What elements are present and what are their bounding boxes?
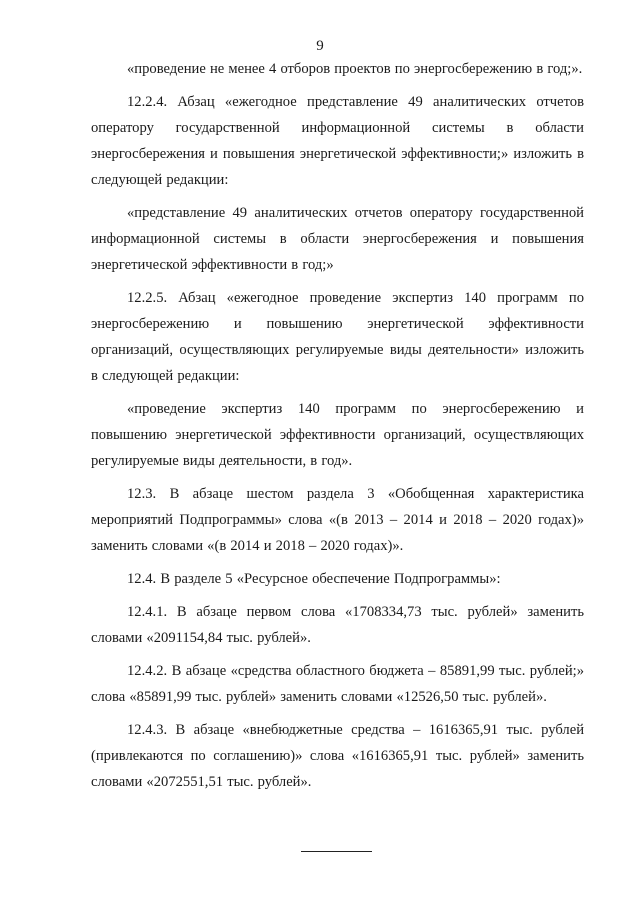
- footer-divider: [301, 851, 372, 852]
- paragraph-quote-expertise: «проведение экспертиз 140 программ по энергосбережению и повышению энергетической эффективности организаций, осуществляющих регулируемые виды деятельности, в год».: [91, 401, 584, 469]
- document-body: [91, 56, 584, 802]
- page-number: 9: [316, 38, 324, 54]
- paragraph-12-4-1: 12.4.1. В абзаце первом слова «1708334,73 тыс. рублей» заменить словами «2091154,84 тыс. рублей».: [91, 604, 584, 646]
- paragraph-12-4-3: 12.4.3. В абзаце «внебюджетные средства – 1616365,91 тыс. рублей (привлекаются по соглашению)» слова «1616365,91 тыс. рублей» заменить словами «2072551,51 тыс. рублей».: [91, 722, 584, 790]
- paragraph-12-2-5: 12.2.5. Абзац «ежегодное проведение экспертиз 140 программ по энергосбережению и повышению энергетической эффективности организаций, осуществляющих регулируемые виды деятельности» изложить в следующей редакции:: [91, 290, 584, 384]
- paragraph-12-4: 12.4. В разделе 5 «Ресурсное обеспечение Подпрограммы»:: [127, 571, 501, 587]
- paragraph-quote-selection: «проведение не менее 4 отборов проектов по энергосбережению в год;».: [127, 61, 583, 77]
- paragraph-12-4-2: 12.4.2. В абзаце «средства областного бюджета – 85891,99 тыс. рублей;» слова «85891,99 тыс. рублей» заменить словами «12526,50 тыс. рублей».: [91, 663, 584, 705]
- paragraph-12-2-4: 12.2.4. Абзац «ежегодное представление 49 аналитических отчетов оператору государственной информационной системы в области энергосбережения и повышения энергетической эффективности;» изложить в следующей редакции:: [91, 94, 584, 188]
- paragraph-quote-reports: «представление 49 аналитических отчетов оператору государственной информационной системы в области энергосбережения и повышения энергетической эффективности в год;»: [91, 205, 584, 273]
- paragraph-12-3: 12.3. В абзаце шестом раздела 3 «Обобщенная характеристика мероприятий Подпрограммы» слова «(в 2013 – 2014 и 2018 – 2020 годах)» заменить словами «(в 2014 и 2018 – 2020 годах)».: [91, 486, 584, 554]
